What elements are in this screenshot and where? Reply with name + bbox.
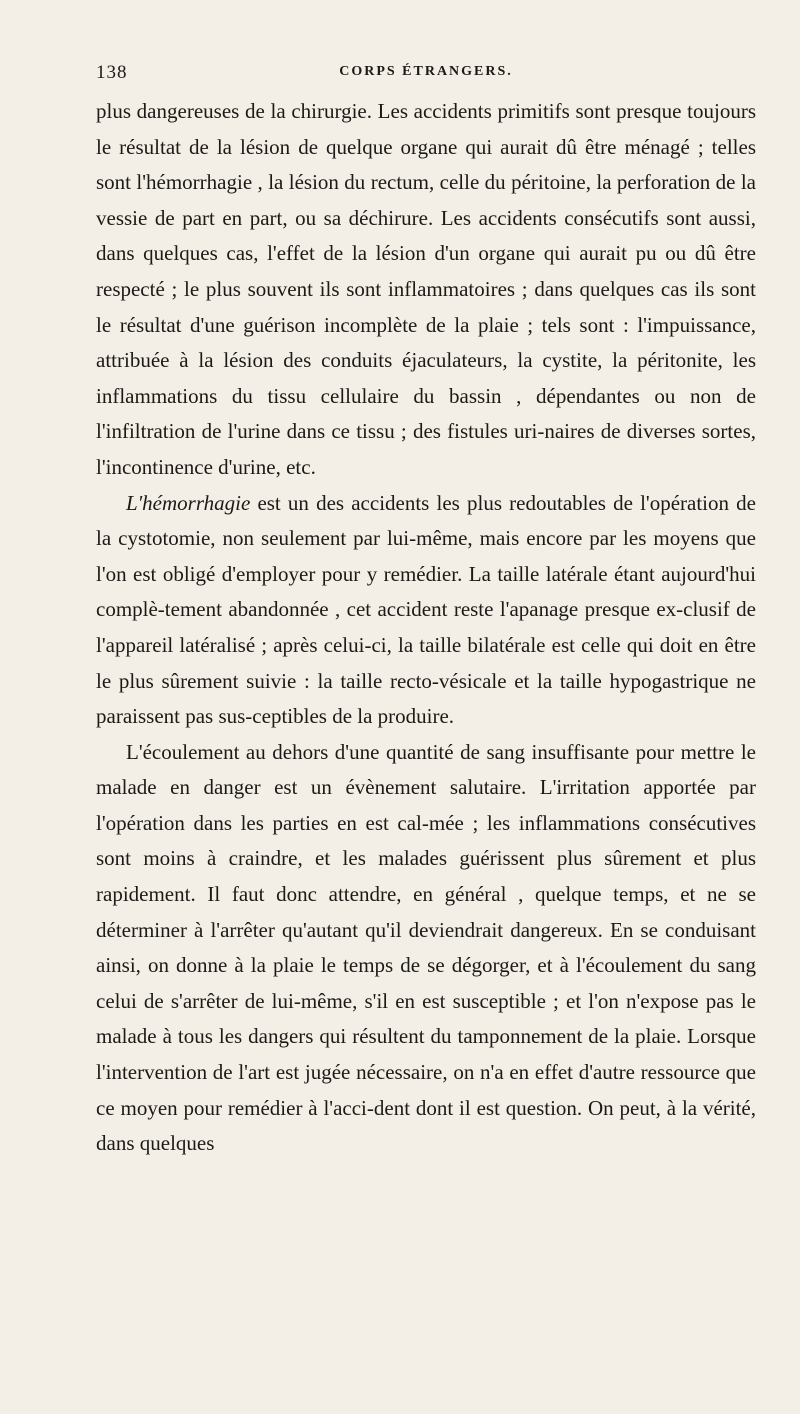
italic-term: L'hémorrhagie: [126, 490, 251, 515]
paragraph-hemorrhagie: [96, 486, 756, 735]
page-number: 138: [96, 62, 128, 83]
running-title: CORPS ÉTRANGERS.: [339, 64, 513, 79]
running-head: [96, 62, 756, 88]
paragraph-continuation: plus dangereuses de la chirurgie. Les accidents primitifs sont presque toujours le résultat de la lésion de quelque organe qui aurait dû être ménagé ; telles sont l'hémorrhagie , la lésion du rectum, celle du péritoine, la perforation de la vessie de part en part, ou sa déchirure. Les accidents consécutifs sont aussi, dans quelques cas, l'effet de la lésion d'un organe qui aurait pu ou dû être respecté ; le plus souvent ils sont inflammatoires ; dans quelques cas ils sont le résultat d'une guérison incomplète de la plaie ; tels sont : l'impuissance, attribuée à la lésion des conduits éjaculateurs, la cystite, la péritonite, les inflammations du tissu cellulaire du bassin , dépendantes ou non de l'infiltration de l'urine dans ce tissu ; des fistules uri-naires de diverses sortes, l'incontinence d'urine, etc.: [96, 99, 756, 479]
paragraph-text: est un des accidents les plus redoutables de l'opération de la cystotomie, non seulement par lui-même, mais encore par les moyens que l'on est obligé d'employer pour y remédier. La taille latérale étant aujourd'hui complè-tement abandonnée , cet accident reste l'apanage presque ex-clusif de l'appareil latéralisé ; après celui-ci, la taille bilatérale est celle qui doit en être le plus sûrement suivie : la taille recto-vésicale et la taille hypogastrique ne paraissent pas sus-ceptibles de la produire.: [96, 490, 756, 729]
body-text: [96, 94, 756, 1162]
paragraph-ecoulement: L'écoulement au dehors d'une quantité de sang insuffisante pour mettre le malade en danger est un évènement salutaire. L'irritation apportée par l'opération dans les parties en est cal-mée ; les inflammations consécutives sont moins à craindre, et les malades guérissent plus sûrement et plus rapidement. Il faut donc attendre, en général , quelque temps, et ne se déterminer à l'arrêter qu'autant qu'il deviendrait dangereux. En se conduisant ainsi, on donne à la plaie le temps de se dégorger, et à l'écoulement du sang celui de s'arrêter de lui-même, s'il en est susceptible ; et l'on n'expose pas le malade à tous les dangers qui résultent du tamponnement de la plaie. Lorsque l'intervention de l'art est jugée nécessaire, on n'a en effet d'autre ressource que ce moyen pour remédier à l'acci-dent dont il est question. On peut, à la vérité, dans quelques: [96, 739, 756, 1156]
